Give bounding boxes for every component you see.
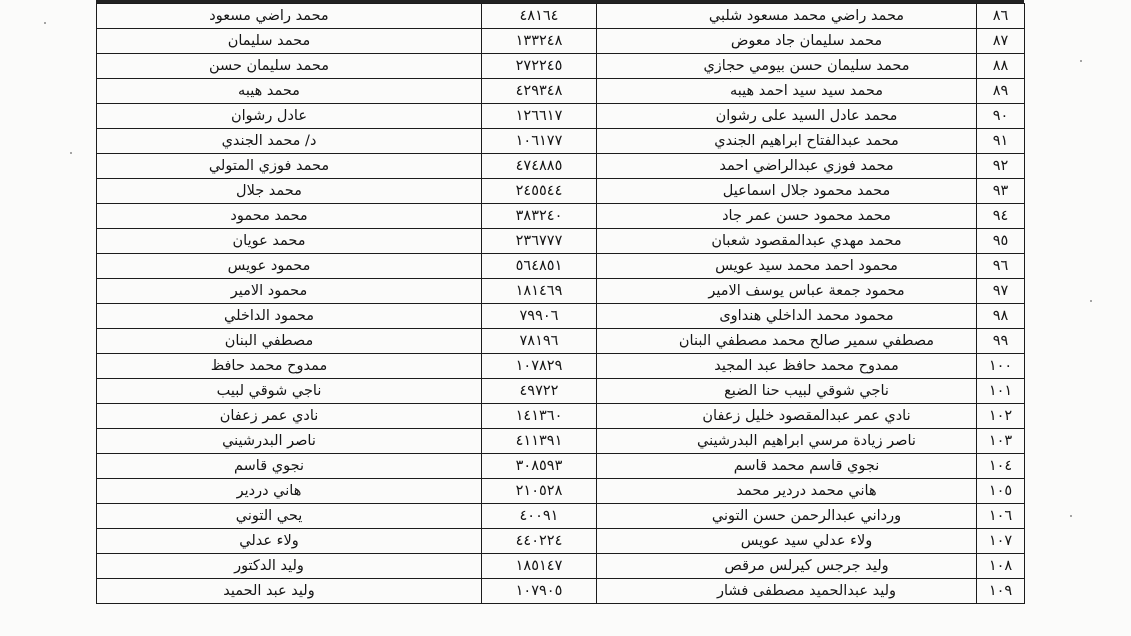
id-number-cell: ٢١٠٥٢٨ xyxy=(482,479,597,504)
table-row xyxy=(97,329,1025,354)
short-name-cell: نادي عمر زعفان xyxy=(97,404,482,429)
short-name-cell: وليد عبد الحميد xyxy=(97,579,482,604)
id-number-cell: ٤٨١٦٤ xyxy=(482,4,597,29)
table-row xyxy=(97,154,1025,179)
table-row xyxy=(97,179,1025,204)
table-row xyxy=(97,554,1025,579)
full-name-cell: محمد راضي محمد مسعود شلبي xyxy=(597,4,977,29)
serial-number-cell: ٨٦ xyxy=(977,4,1025,29)
scan-speck xyxy=(1080,60,1082,62)
short-name-cell: هاني دردير xyxy=(97,479,482,504)
id-number-cell: ٢٤٥٥٤٤ xyxy=(482,179,597,204)
id-number-cell: ١٤١٣٦٠ xyxy=(482,404,597,429)
short-name-cell: ناصر البدرشيني xyxy=(97,429,482,454)
full-name-cell: محمد عادل السيد على رشوان xyxy=(597,104,977,129)
short-name-cell: نجوي قاسم xyxy=(97,454,482,479)
serial-number-cell: ٨٨ xyxy=(977,54,1025,79)
serial-number-cell: ١٠٣ xyxy=(977,429,1025,454)
serial-number-cell: ١٠٥ xyxy=(977,479,1025,504)
full-name-cell: نجوي قاسم محمد قاسم xyxy=(597,454,977,479)
table-row xyxy=(97,54,1025,79)
full-name-cell: ورداني عبدالرحمن حسن التوني xyxy=(597,504,977,529)
serial-number-cell: ١٠٤ xyxy=(977,454,1025,479)
table-row xyxy=(97,279,1025,304)
short-name-cell: محمد سليمان xyxy=(97,29,482,54)
table-row xyxy=(97,104,1025,129)
full-name-cell: وليد عبدالحميد مصطفى فشار xyxy=(597,579,977,604)
table-row xyxy=(97,529,1025,554)
id-number-cell: ١٠٧٩٠٥ xyxy=(482,579,597,604)
full-name-cell: محمد سيد سيد احمد هيبه xyxy=(597,79,977,104)
id-number-cell: ١٣٣٢٤٨ xyxy=(482,29,597,54)
short-name-cell: محمود الداخلي xyxy=(97,304,482,329)
table-row xyxy=(97,229,1025,254)
short-name-cell: محمد عويان xyxy=(97,229,482,254)
short-name-cell: محمد هيبه xyxy=(97,79,482,104)
full-name-cell: محمد محمود حسن عمر جاد xyxy=(597,204,977,229)
id-number-cell: ٤٢٩٣٤٨ xyxy=(482,79,597,104)
short-name-cell: ناجي شوقي لبيب xyxy=(97,379,482,404)
serial-number-cell: ٩٥ xyxy=(977,229,1025,254)
short-name-cell: محمد سليمان حسن xyxy=(97,54,482,79)
table-row xyxy=(97,204,1025,229)
id-number-cell: ٤٧٤٨٨٥ xyxy=(482,154,597,179)
roster-table xyxy=(96,3,1025,604)
full-name-cell: وليد جرجس كيرلس مرقص xyxy=(597,554,977,579)
id-number-cell: ٤٠٠٩١ xyxy=(482,504,597,529)
serial-number-cell: ٩٦ xyxy=(977,254,1025,279)
full-name-cell: ناصر زيادة مرسي ابراهيم البدرشيني xyxy=(597,429,977,454)
full-name-cell: محمد عبدالفتاح ابراهيم الجندي xyxy=(597,129,977,154)
serial-number-cell: ١٠٨ xyxy=(977,554,1025,579)
serial-number-cell: ٩٢ xyxy=(977,154,1025,179)
full-name-cell: محمود جمعة عباس يوسف الامير xyxy=(597,279,977,304)
short-name-cell: محمد جلال xyxy=(97,179,482,204)
table-row xyxy=(97,129,1025,154)
roster-table-body xyxy=(97,4,1025,604)
serial-number-cell: ٩٧ xyxy=(977,279,1025,304)
short-name-cell: محمود الامير xyxy=(97,279,482,304)
id-number-cell: ٤١١٣٩١ xyxy=(482,429,597,454)
short-name-cell: يحي التوني xyxy=(97,504,482,529)
id-number-cell: ٧٨١٩٦ xyxy=(482,329,597,354)
table-row xyxy=(97,454,1025,479)
scan-speck xyxy=(1070,515,1072,517)
serial-number-cell: ١٠٠ xyxy=(977,354,1025,379)
full-name-cell: محمد مهدي عبدالمقصود شعبان xyxy=(597,229,977,254)
table-row xyxy=(97,404,1025,429)
id-number-cell: ٥٦٤٨٥١ xyxy=(482,254,597,279)
serial-number-cell: ٩٠ xyxy=(977,104,1025,129)
full-name-cell: نادي عمر عبدالمقصود خليل زعفان xyxy=(597,404,977,429)
short-name-cell: وليد الدكتور xyxy=(97,554,482,579)
short-name-cell: د/ محمد الجندي xyxy=(97,129,482,154)
full-name-cell: محمد محمود جلال اسماعيل xyxy=(597,179,977,204)
short-name-cell: محمود عويس xyxy=(97,254,482,279)
table-row xyxy=(97,429,1025,454)
id-number-cell: ٣٨٣٢٤٠ xyxy=(482,204,597,229)
serial-number-cell: ١٠١ xyxy=(977,379,1025,404)
full-name-cell: محمد فوزي عبدالراضي احمد xyxy=(597,154,977,179)
table-row xyxy=(97,504,1025,529)
serial-number-cell: ١٠٩ xyxy=(977,579,1025,604)
table-row xyxy=(97,479,1025,504)
short-name-cell: مصطفي البنان xyxy=(97,329,482,354)
short-name-cell: ممدوح محمد حافظ xyxy=(97,354,482,379)
short-name-cell: محمد محمود xyxy=(97,204,482,229)
short-name-cell: محمد فوزي المتولي xyxy=(97,154,482,179)
serial-number-cell: ٨٧ xyxy=(977,29,1025,54)
id-number-cell: ١٠٦١٧٧ xyxy=(482,129,597,154)
serial-number-cell: ١٠٧ xyxy=(977,529,1025,554)
table-row xyxy=(97,29,1025,54)
full-name-cell: محمود احمد محمد سيد عويس xyxy=(597,254,977,279)
table-row xyxy=(97,379,1025,404)
serial-number-cell: ٩١ xyxy=(977,129,1025,154)
short-name-cell: عادل رشوان xyxy=(97,104,482,129)
table-row xyxy=(97,254,1025,279)
scan-speck xyxy=(1090,300,1092,302)
full-name-cell: محمد سليمان جاد معوض xyxy=(597,29,977,54)
id-number-cell: ٢٣٦٧٧٧ xyxy=(482,229,597,254)
id-number-cell: ٣٠٨٥٩٣ xyxy=(482,454,597,479)
full-name-cell: ممدوح محمد حافظ عبد المجيد xyxy=(597,354,977,379)
full-name-cell: ولاء عدلي سيد عويس xyxy=(597,529,977,554)
full-name-cell: ناجي شوقي لبيب حنا الضبع xyxy=(597,379,977,404)
full-name-cell: محمد سليمان حسن بيومي حجازي xyxy=(597,54,977,79)
serial-number-cell: ٩٩ xyxy=(977,329,1025,354)
scan-speck xyxy=(70,152,72,154)
id-number-cell: ١٨٥١٤٧ xyxy=(482,554,597,579)
serial-number-cell: ٩٣ xyxy=(977,179,1025,204)
full-name-cell: مصطفي سمير صالح محمد مصطفي البنان xyxy=(597,329,977,354)
id-number-cell: ١٢٦٦١٧ xyxy=(482,104,597,129)
serial-number-cell: ١٠٢ xyxy=(977,404,1025,429)
table-row xyxy=(97,4,1025,29)
short-name-cell: محمد راضي مسعود xyxy=(97,4,482,29)
table-row xyxy=(97,79,1025,104)
id-number-cell: ١٠٧٨٢٩ xyxy=(482,354,597,379)
id-number-cell: ٤٩٧٢٢ xyxy=(482,379,597,404)
id-number-cell: ١٨١٤٦٩ xyxy=(482,279,597,304)
scan-speck xyxy=(44,22,46,24)
id-number-cell: ٧٩٩٠٦ xyxy=(482,304,597,329)
serial-number-cell: ٩٨ xyxy=(977,304,1025,329)
id-number-cell: ٢٧٢٢٤٥ xyxy=(482,54,597,79)
serial-number-cell: ١٠٦ xyxy=(977,504,1025,529)
full-name-cell: هاني محمد دردير محمد xyxy=(597,479,977,504)
id-number-cell: ٤٤٠٢٢٤ xyxy=(482,529,597,554)
table-row xyxy=(97,579,1025,604)
serial-number-cell: ٨٩ xyxy=(977,79,1025,104)
serial-number-cell: ٩٤ xyxy=(977,204,1025,229)
table-row xyxy=(97,354,1025,379)
short-name-cell: ولاء عدلي xyxy=(97,529,482,554)
table-row xyxy=(97,304,1025,329)
full-name-cell: محمود محمد الداخلي هنداوى xyxy=(597,304,977,329)
